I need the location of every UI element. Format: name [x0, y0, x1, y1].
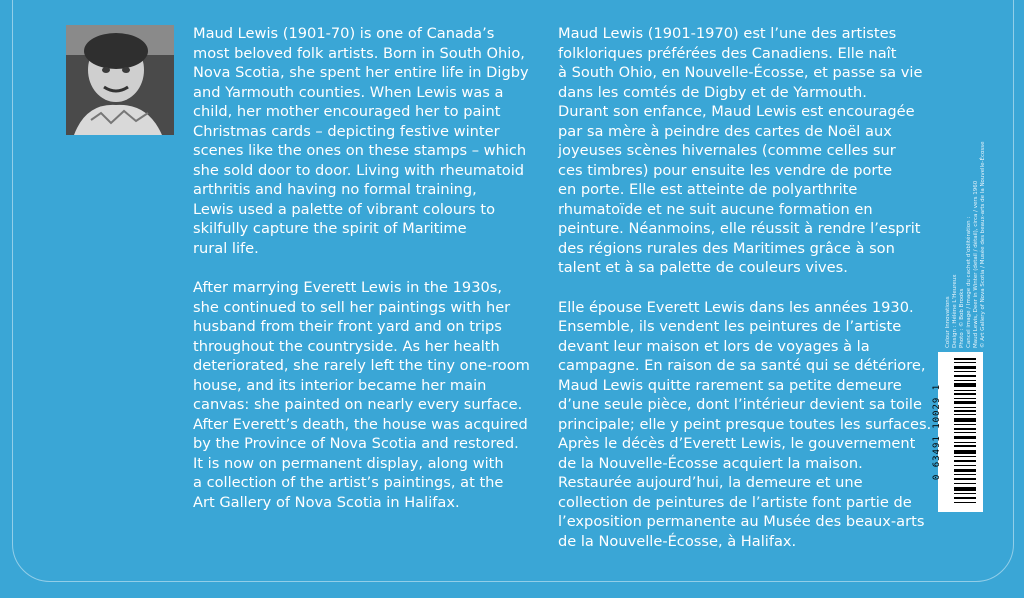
french-paragraph-2 [558, 298, 932, 552]
text-line: deteriorated, she rarely left the tiny one-room [193, 357, 530, 374]
text-line: husband from their front yard and on trips [193, 318, 502, 335]
text-line: It is now on permanent display, along with [193, 454, 504, 472]
text-line: ces timbres) pour ensuite les vendre de porte [558, 161, 893, 179]
credit-line: Cancel image / Image du cachet d’oblitération : [966, 216, 972, 348]
text-line: Maud Lewis (1901-1970) est l’une des artistes [558, 25, 897, 42]
text-line: campagne. En raison de sa santé qui se détériore, [558, 357, 926, 374]
credit-line: © Art Gallery of Nova Scotia / Musée des beaux-arts de la Nouvelle-Écosse [980, 141, 986, 348]
text-line: joyeuses scènes hivernales (comme celles sur [558, 142, 896, 159]
text-line: rural life. [193, 239, 259, 257]
text-line: After Everett’s death, the house was acquired [193, 415, 528, 433]
text-line: a collection of the artist’s paintings, at the [193, 474, 504, 491]
french-paragraph-1 [558, 24, 928, 278]
text-line: des régions rurales des Maritimes grâce à son [558, 239, 895, 257]
text-line: she continued to sell her paintings with her [193, 298, 511, 316]
text-line: folkloriques préférées des Canadiens. Elle naît [558, 44, 897, 62]
text-line: devant leur maison et lors de voyages à la [558, 337, 870, 355]
barcode-number: 0 63491 10029 1 [932, 383, 942, 481]
text-line: house, and its interior became her main [193, 376, 487, 394]
barcode [932, 352, 983, 512]
text-line: and Yarmouth counties. When Lewis was a [193, 83, 504, 101]
text-line: rhumatoïde et ne suit aucune formation en [558, 200, 873, 218]
portrait-photo [66, 25, 174, 135]
english-paragraph-2 [193, 278, 533, 512]
barcode-bars-icon [938, 352, 983, 512]
text-line: Ensemble, ils vendent les peintures de l’artiste [558, 318, 902, 335]
text-line: à South Ohio, en Nouvelle-Écosse, et passe sa vie [558, 64, 923, 81]
text-line: throughout the countryside. As her health [193, 337, 500, 355]
french-text [558, 24, 932, 551]
text-line: talent et à sa palette de couleurs vives. [558, 259, 848, 276]
text-line: After marrying Everett Lewis in the 1930s, [193, 279, 503, 296]
text-line: principale; elle y peint presque toutes les surfaces. [558, 415, 932, 433]
text-line: Maud Lewis quitte rarement sa petite demeure [558, 376, 902, 394]
text-line: l’exposition permanente au Musée des beaux-arts [558, 513, 925, 530]
text-line: canvas: she painted on nearly every surface. [193, 396, 523, 413]
text-line: Après le décès d’Everett Lewis, le gouvernement [558, 435, 916, 452]
text-line: scenes like the ones on these stamps – which [193, 142, 527, 159]
text-line: par sa mère à peindre des cartes de Noël aux [558, 122, 892, 140]
text-line: Nova Scotia, she spent her entire life in Digby [193, 64, 529, 81]
text-line: child, her mother encouraged her to paint [193, 103, 501, 120]
credit-line: Maud Lewis, Deer in Winter (detail / détail), circa / vers 1960 [973, 180, 979, 348]
text-line: dans les comtés de Digby et de Yarmouth. [558, 83, 867, 101]
text-line: Restaurée aujourd’hui, la demeure et une [558, 474, 863, 491]
text-line: skilfully capture the spirit of Maritime [193, 220, 467, 237]
english-paragraph-1 [193, 24, 533, 258]
text-line: Art Gallery of Nova Scotia in Halifax. [193, 493, 460, 511]
text-line: she sold door to door. Living with rheumatoid [193, 161, 525, 179]
text-line: Elle épouse Everett Lewis dans les années 1930. [558, 298, 914, 316]
credit-line: Colour Innovations [945, 296, 951, 348]
text-line: Durant son enfance, Maud Lewis est encouragée [558, 103, 915, 120]
english-text [193, 24, 533, 512]
text-line: by the Province of Nova Scotia and restored. [193, 435, 519, 452]
text-line: de la Nouvelle-Écosse, à Halifax. [558, 532, 797, 550]
text-line: Christmas cards – depicting festive winter [193, 122, 500, 140]
text-line: Lewis used a palette of vibrant colours to [193, 200, 495, 218]
text-line: en porte. Elle est atteinte de polyarthrite [558, 181, 858, 198]
credits-block [945, 18, 986, 348]
portrait-icon [66, 25, 174, 135]
text-line: arthritis and having no formal training, [193, 181, 477, 198]
credit-line: Photo : © Bob Brooks [959, 288, 965, 348]
credit-line: Design : Hélène L’Heureux [952, 274, 958, 348]
text-line: de la Nouvelle-Écosse acquiert la maison. [558, 454, 863, 472]
text-line: most beloved folk artists. Born in South Ohio, [193, 44, 525, 62]
text-line: Maud Lewis (1901-70) is one of Canada’s [193, 25, 495, 42]
text-line: d’une seule pièce, dont l’intérieur devient sa toile [558, 396, 922, 413]
text-line: collection de peintures de l’artiste font partie de [558, 493, 912, 511]
text-line: peinture. Néanmoins, elle réussit à rendre l’esprit [558, 220, 921, 237]
